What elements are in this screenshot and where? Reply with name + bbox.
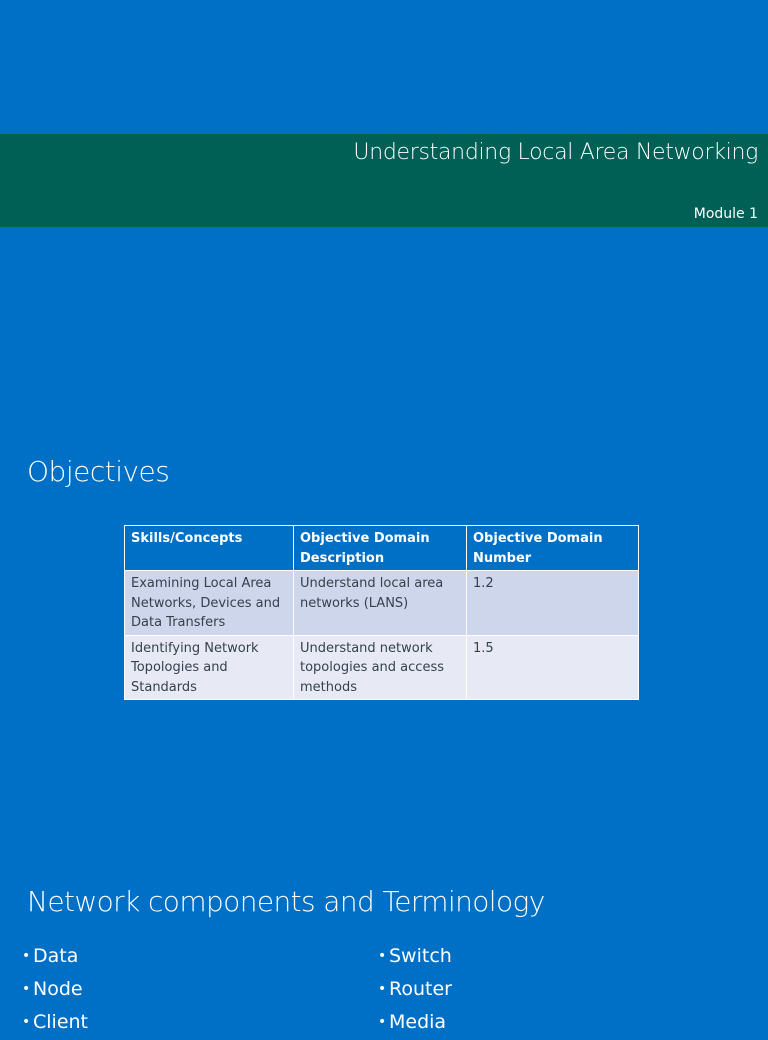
column-header-number: Objective Domain Number xyxy=(467,526,639,571)
term-label: Data xyxy=(33,945,79,967)
bullet-icon: • xyxy=(378,1014,387,1030)
term-label: Router xyxy=(389,978,452,1000)
cell-skill: Identifying Network Topologies and Standards xyxy=(125,635,294,700)
term-list-left xyxy=(22,941,88,1040)
term-label: Node xyxy=(33,978,83,1000)
table-header-row xyxy=(125,526,639,571)
list-item xyxy=(378,941,452,974)
list-item xyxy=(22,974,88,1007)
term-label: Switch xyxy=(389,945,452,967)
bullet-icon: • xyxy=(22,981,31,997)
title-band xyxy=(0,134,768,227)
term-label: Client xyxy=(33,1011,89,1033)
cell-description: Understand local area networks (LANS) xyxy=(294,571,467,636)
components-heading: Network components and Terminology xyxy=(27,885,545,918)
objectives-heading: Objectives xyxy=(27,455,170,488)
list-item xyxy=(22,941,88,974)
column-header-description: Objective Domain Description xyxy=(294,526,467,571)
bullet-icon: • xyxy=(22,948,31,964)
term-list-right xyxy=(378,941,452,1040)
bullet-icon: • xyxy=(22,1014,31,1030)
list-item xyxy=(378,974,452,1007)
cell-skill: Examining Local Area Networks, Devices and Data Transfers xyxy=(125,571,294,636)
cell-number: 1.2 xyxy=(467,571,639,636)
deck-title: Understanding Local Area Networking xyxy=(353,140,758,165)
column-header-skills: Skills/Concepts xyxy=(125,526,294,571)
term-label: Media xyxy=(389,1011,447,1033)
table-row xyxy=(125,571,639,636)
cell-description: Understand network topologies and access methods xyxy=(294,635,467,700)
table-row xyxy=(125,635,639,700)
module-label: Module 1 xyxy=(693,206,758,222)
objectives-table xyxy=(124,525,639,700)
bullet-icon: • xyxy=(378,981,387,997)
cell-number: 1.5 xyxy=(467,635,639,700)
bullet-icon: • xyxy=(378,948,387,964)
